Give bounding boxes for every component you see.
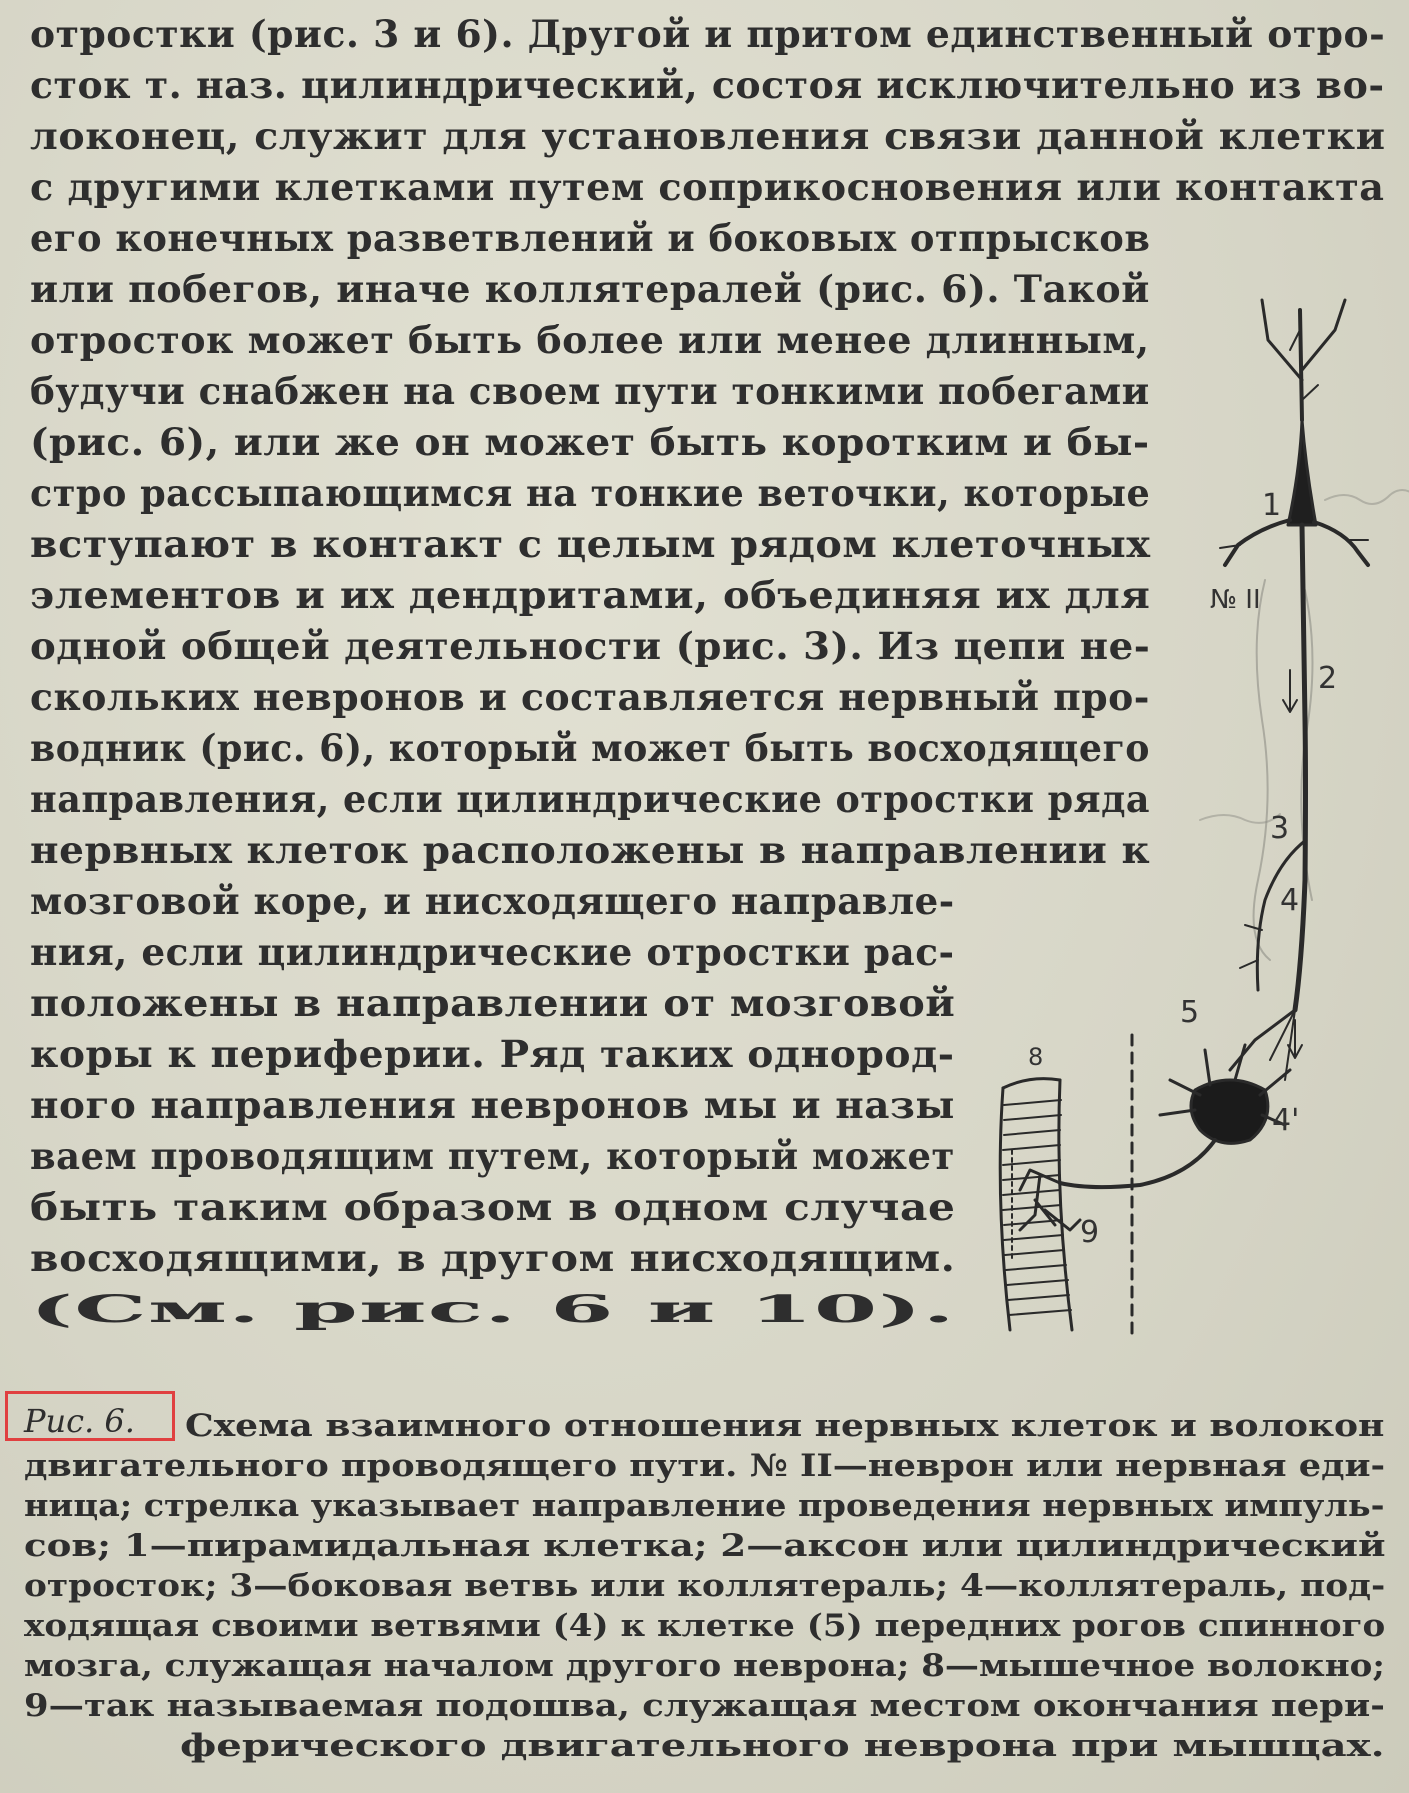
body-line: водник (рис. 6), который может быть восходящего — [30, 726, 1150, 770]
body-line: с другими клетками путем соприкосновения или контакта — [30, 165, 1385, 209]
figure-label-2: 2 — [1318, 661, 1338, 696]
caption-line: двигательного проводящего пути. № II—неврон или нервная еди- — [24, 1448, 1386, 1484]
body-line: будучи снабжен на своем пути тонкими побегами — [30, 369, 1150, 413]
body-line: ния, если цилиндрические отростки рас- — [30, 930, 955, 974]
body-line: (рис. 6), или же он может быть коротким и бы- — [30, 420, 1150, 464]
caption-line: мозга, служащая началом другого неврона; 8—мышечное волокно; — [24, 1648, 1385, 1684]
body-line: вступают в контакт с целым рядом клеточных — [30, 522, 1151, 566]
caption-line: отросток; 3—боковая ветвь или коллятераль; 4—коллятераль, под- — [24, 1568, 1386, 1604]
body-line: ваем проводящим путем, который может — [30, 1134, 955, 1178]
body-line: направления, если цилиндрические отростки ряда — [30, 777, 1151, 821]
figure-label-8: 8 — [1028, 1043, 1044, 1071]
caption-line: ница; стрелка указывает направление проведения нервных импуль- — [24, 1488, 1385, 1524]
body-line: элементов и их дендритами, объединяя их для — [30, 573, 1151, 617]
body-line: восходящими, в другом нисходящим. — [30, 1236, 956, 1280]
body-line: ного направления невронов мы и назы — [30, 1083, 955, 1127]
body-line: локонец, служит для установления связи данной клетки — [30, 114, 1386, 158]
body-line: его конечных разветвлений и боковых отпрысков — [30, 216, 1151, 260]
body-line: сток т. наз. цилиндрический, состоя исключительно из во- — [30, 63, 1385, 107]
body-line: скольких невронов и составляется нервный про- — [30, 675, 1150, 719]
caption-line: сов; 1—пирамидальная клетка; 2—аксон или цилиндрический — [24, 1528, 1386, 1564]
caption-line: ходящая своими ветвями (4) к клетке (5) передних рогов спинного — [24, 1608, 1386, 1644]
caption-line: Схема взаимного отношения нервных клеток и волокон — [185, 1408, 1385, 1444]
body-line: отросток может быть более или менее длинным, — [30, 318, 1150, 362]
figure-label-4: 4 — [1280, 883, 1300, 918]
body-line: коры к периферии. Ряд таких однород- — [30, 1032, 955, 1076]
caption-line: 9—так называемая подошва, служащая местом окончания пери- — [24, 1688, 1385, 1724]
body-line: положены в направлении от мозговой — [30, 981, 956, 1025]
body-line: быть таким образом в одном случае — [30, 1185, 956, 1229]
body-line: одной общей деятельности (рис. 3). Из цепи не- — [30, 624, 1151, 668]
figure-label-1: 1 — [1262, 488, 1282, 523]
body-line: или побегов, иначе коллятералей (рис. 6). Такой — [30, 267, 1150, 311]
figure-caption-label: Рис. 6. — [24, 1402, 135, 1440]
body-line: мозговой коре, и нисходящего направле- — [30, 879, 955, 923]
caption-line: ферического двигательного неврона при мышцах. — [180, 1728, 1385, 1764]
figure-label-9: 9 — [1080, 1215, 1100, 1250]
figure-label-4-prime: 4' — [1272, 1103, 1300, 1138]
figure-label-5: 5 — [1180, 995, 1200, 1030]
figure-label-3: 3 — [1270, 811, 1290, 846]
figure-label-neuron-ii: № II — [1210, 585, 1261, 615]
body-line: стро рассыпающимся на тонкие веточки, которые — [30, 471, 1151, 515]
body-line: отростки (рис. 3 и 6). Другой и притом единственный отро- — [30, 12, 1386, 56]
body-line: нервных клеток расположены в направлении к — [30, 828, 1151, 872]
body-line: (См. рис. 6 и 10). — [30, 1287, 956, 1331]
